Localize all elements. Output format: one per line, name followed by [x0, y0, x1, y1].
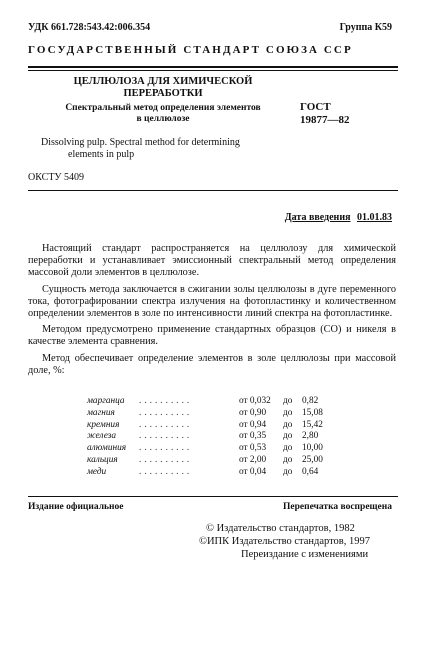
element-name: кремния [87, 419, 120, 430]
paragraph-range: Метод обеспечивает определение элементов в золе целлюлозы при массовой доле, %: [28, 352, 396, 376]
edition-label: Издание официальное [28, 502, 124, 512]
group-code: Группа К59 [339, 22, 392, 33]
element-do: до [283, 396, 293, 406]
list-item [87, 431, 347, 443]
leader-dots: .......... [139, 431, 193, 442]
element-to: 15,42 [302, 419, 323, 430]
english-title-line-1: Dissolving pulp. Spectral method for determining [41, 137, 240, 148]
title-block-rule [28, 190, 398, 191]
element-from: от 0,53 [239, 443, 267, 454]
reprint-notice: Перепечатка воспрещена [282, 502, 392, 512]
element-from: от 0,94 [239, 419, 267, 430]
gost-label: ГОСТ [300, 101, 331, 113]
element-from: от 0,35 [239, 431, 267, 442]
element-do: до [283, 407, 293, 418]
english-title [41, 137, 281, 161]
leader-dots: .......... [139, 466, 193, 477]
element-from: от 0,04 [239, 466, 267, 477]
leader-dots: .......... [139, 454, 193, 465]
element-from: от 2,00 [239, 454, 267, 465]
element-from: от 0,90 [239, 407, 267, 418]
paragraph-method: Методом предусмотрено применение стандартных образцов (СО) и никеля в качестве элемента сравнения. [28, 324, 396, 348]
element-do: до [283, 443, 293, 454]
copyright-block [199, 522, 392, 561]
list-item [87, 467, 347, 479]
list-item [87, 420, 347, 432]
copyright-1997: ©ИПК Издательство стандартов, 1997 [199, 536, 371, 547]
body-text [28, 243, 396, 381]
element-to: 2,80 [302, 431, 319, 442]
element-to: 0,82 [302, 396, 319, 406]
element-to: 15,08 [302, 407, 323, 418]
title-line-2: ПЕРЕРАБОТКИ [123, 88, 203, 99]
copyright-1982: © Издательство стандартов, 1982 [206, 523, 355, 534]
element-do: до [283, 454, 293, 465]
element-name: меди [87, 466, 107, 477]
introduction-label: Дата введения [284, 212, 351, 223]
element-to: 10,00 [302, 443, 323, 454]
leader-dots: .......... [139, 443, 193, 454]
introduction-date [285, 212, 392, 223]
leader-dots: .......... [139, 407, 193, 418]
list-item [87, 443, 347, 455]
title-line-1: ЦЕЛЛЮЛОЗА ДЛЯ ХИМИЧЕСКОЙ [73, 76, 253, 87]
subtitle-line-1: Спектральный метод определения элементов [65, 103, 261, 113]
subtitle-line-2: в целлюлозе [136, 114, 190, 124]
paragraph-scope: Настоящий стандарт распространяется на целлюлозу для химической переработки и устанавливает эмиссионный спектральный метод определения массовой доли элементов в целлюлозе. [28, 243, 396, 279]
element-name: железа [87, 431, 116, 442]
header-rule-thin [28, 70, 398, 71]
element-name: магния [87, 407, 115, 418]
element-name: марганца [87, 396, 125, 406]
reissue-note: Переиздание с изменениями [241, 549, 369, 560]
element-name: алюминия [87, 443, 127, 454]
document-subtitle [28, 103, 298, 125]
state-standard-heading: ГОСУДАРСТВЕННЫЙ СТАНДАРТ СОЮЗА ССР [28, 44, 353, 56]
english-title-line-2: elements in pulp [68, 149, 135, 160]
element-name: кальция [87, 454, 118, 465]
udk-code: УДК 661.728:543.42:006.354 [28, 22, 151, 33]
leader-dots: .......... [139, 419, 193, 430]
list-item [87, 396, 347, 408]
footer-rule [28, 496, 398, 497]
element-to: 0,64 [302, 466, 319, 477]
list-item [87, 455, 347, 467]
element-do: до [283, 419, 293, 430]
introduction-value: 01.01.83 [357, 212, 392, 223]
document-title [58, 76, 268, 100]
header-rule-thick [28, 66, 398, 68]
element-do: до [283, 431, 293, 442]
element-from: от 0,032 [239, 396, 271, 406]
paragraph-essence: Сущность метода заключается в сжигании золы целлюлозы в дуге переменного тока, фотографировании спектра излучения на фотопластинку и количественном определении элементов в золе по интенсивности линий спектра на фотопластинке. [28, 283, 396, 320]
list-item [87, 408, 347, 420]
element-to: 25,00 [302, 454, 323, 465]
element-range-list [87, 396, 347, 479]
element-do: до [283, 466, 293, 477]
gost-code: 19877—82 [300, 114, 350, 126]
leader-dots: .......... [139, 396, 193, 406]
gost-number [300, 101, 390, 127]
okstu-code: ОКСТУ 5409 [28, 172, 85, 183]
